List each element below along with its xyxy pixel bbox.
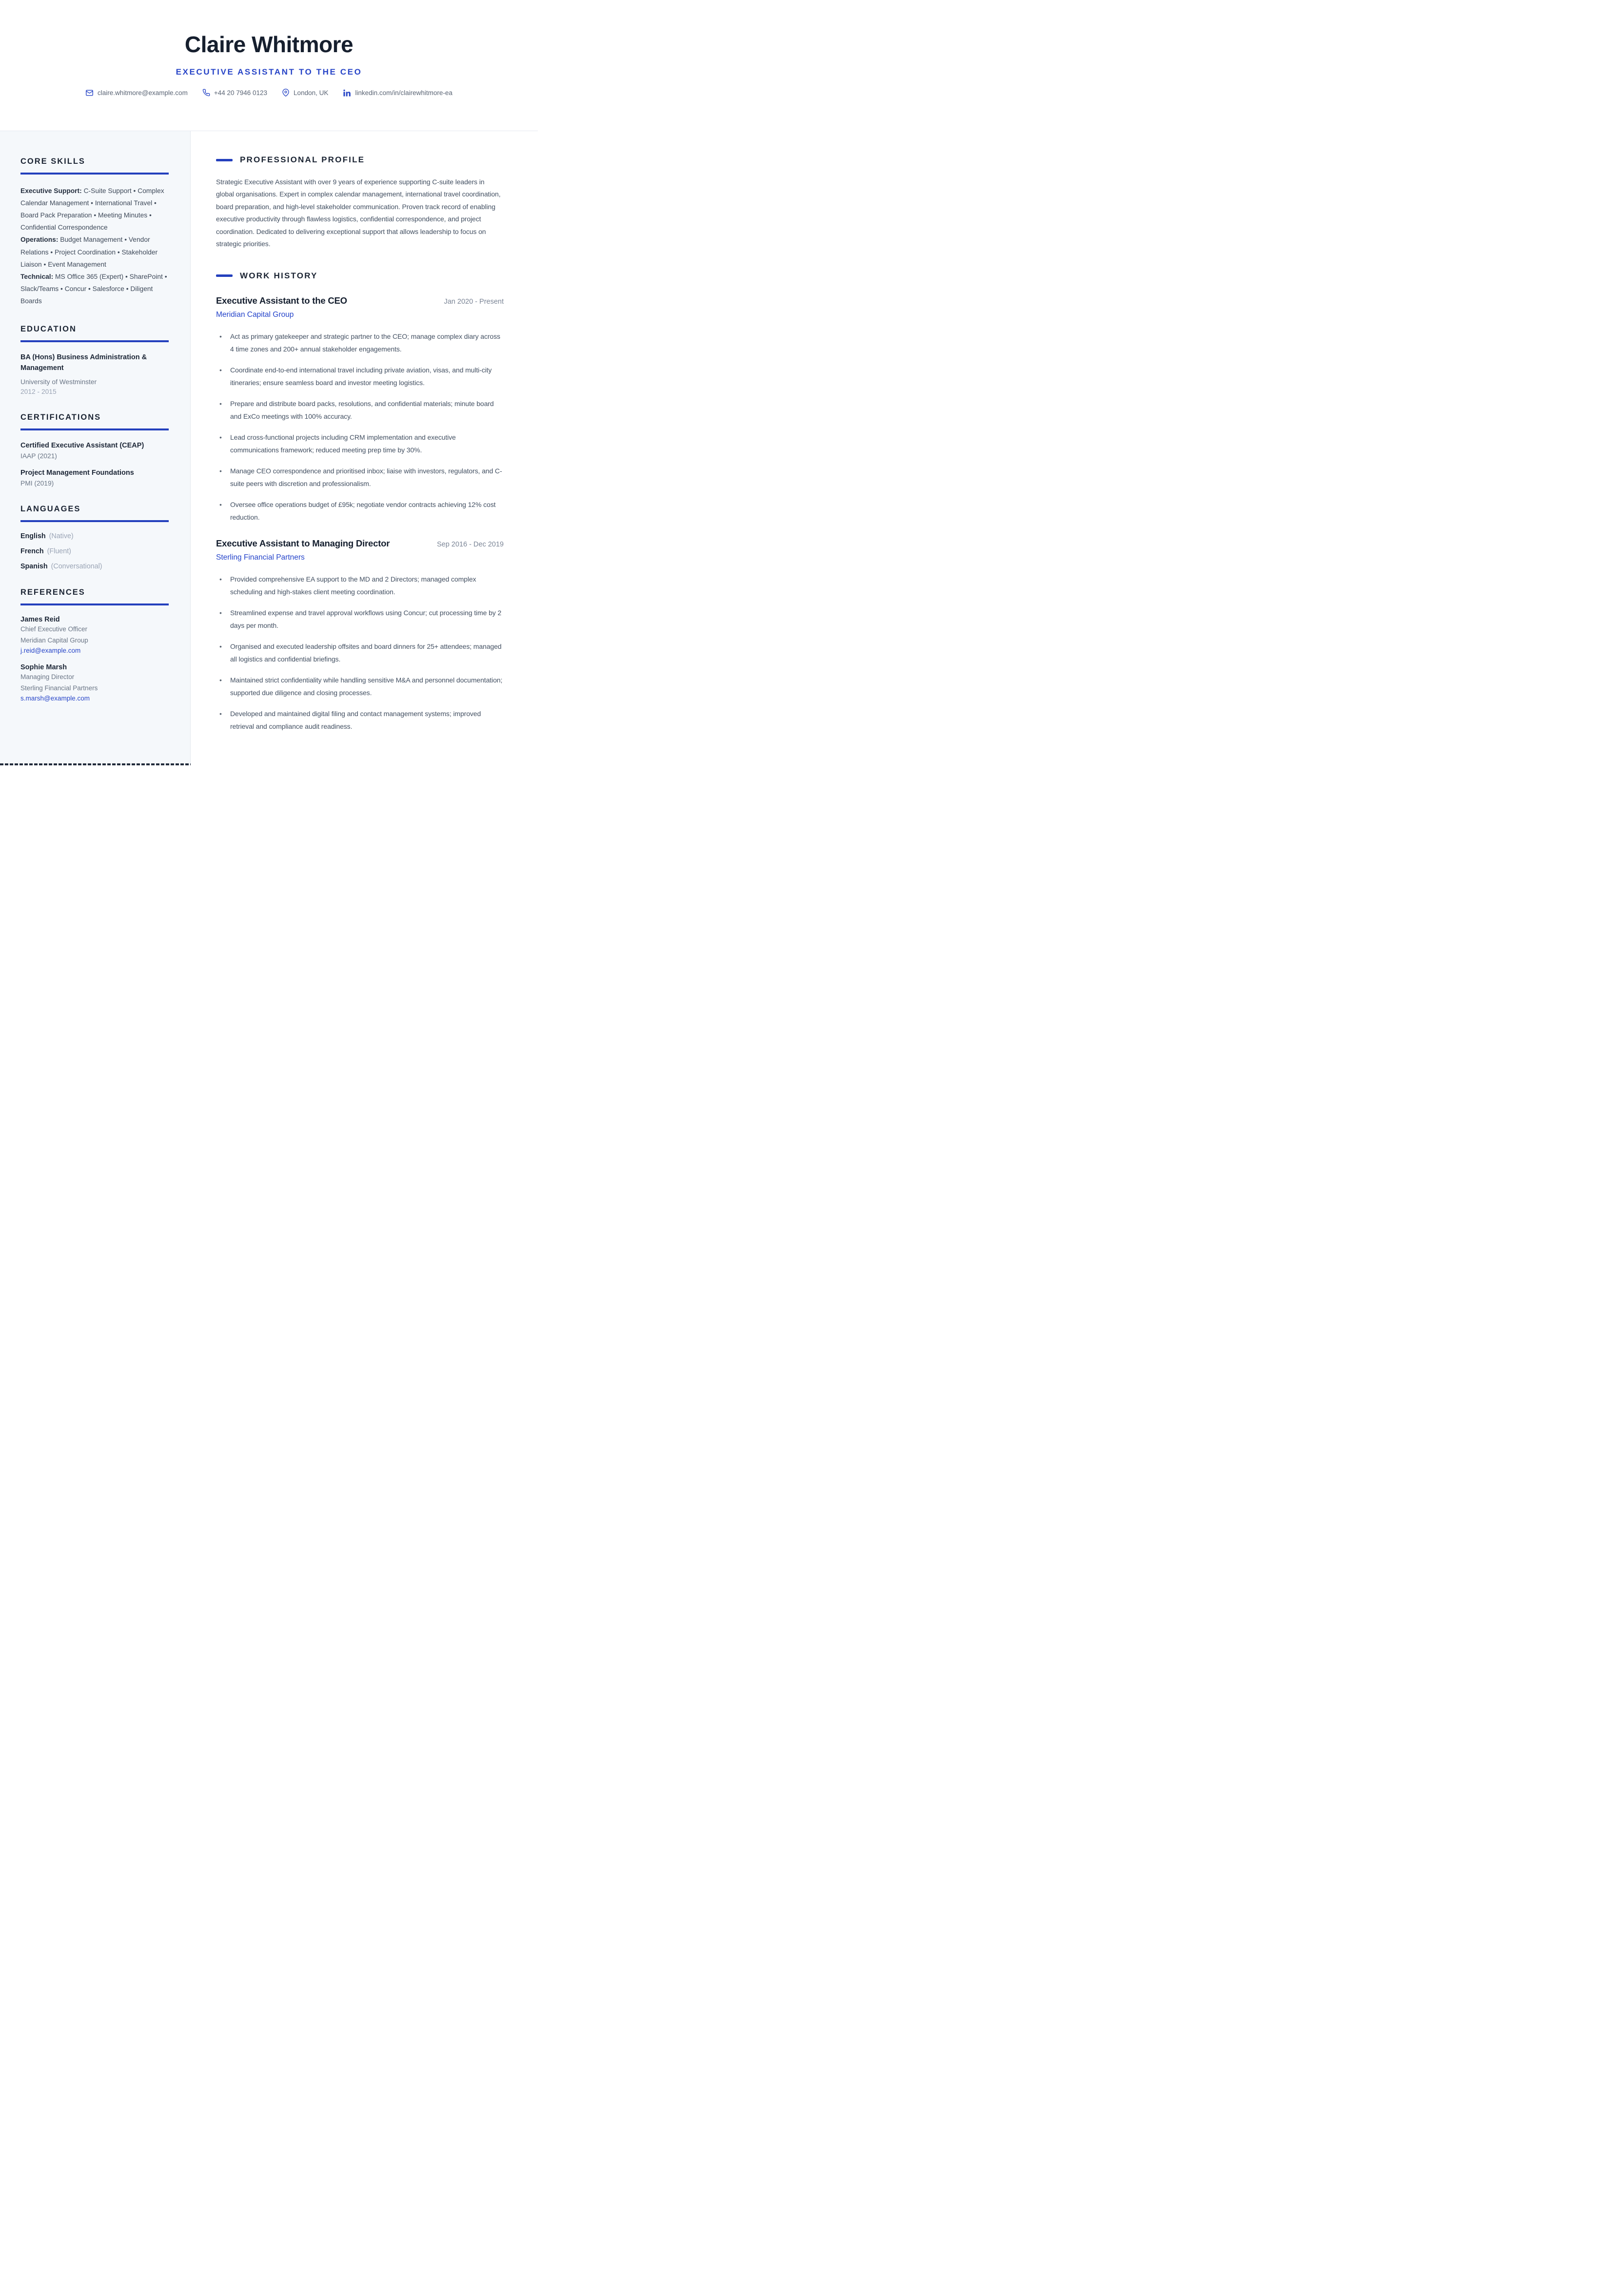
section-education <box>20 325 169 395</box>
work-history-heading: WORK HISTORY <box>240 271 318 280</box>
language-level: (Native) <box>49 532 74 541</box>
job-title-row <box>216 295 504 306</box>
skill-group-label: Executive Support: <box>20 187 82 195</box>
reference-name: Sophie Marsh <box>20 663 67 672</box>
reference-role: Chief Executive Officer <box>20 625 88 633</box>
job-bullet: • Coordinate end-to-end international travel including private aviation, visas, and multi-city itineraries; ensure seamless board and investor meeting logistics. <box>216 364 504 389</box>
job-bullet: • Developed and maintained digital filing and contact management systems; improved retrieval and compliance audit readiness. <box>216 707 504 733</box>
language-row <box>20 563 169 570</box>
certification-item <box>20 468 169 487</box>
reference-name: James Reid <box>20 616 60 624</box>
job-title: Executive Assistant to the CEO <box>216 295 347 306</box>
section-core-skills <box>20 157 169 307</box>
section-professional-profile <box>216 155 504 251</box>
job-bullet: • Act as primary gatekeeper and strategic partner to the CEO; manage complex diary across 4 time zones and 200+ annual stakeholder engagements. <box>216 330 504 355</box>
certification-detail: PMI (2019) <box>20 480 54 487</box>
section-references <box>20 588 169 702</box>
section-divider <box>20 603 169 605</box>
job-bullet: • Organised and executed leadership offsites and board dinners for 25+ attendees; managed all logistics and confidential briefings. <box>216 640 504 665</box>
header <box>0 0 538 131</box>
section-divider <box>20 173 169 175</box>
reference-company: Meridian Capital Group <box>20 637 88 644</box>
job-company: Sterling Financial Partners <box>216 553 305 562</box>
reference-role: Managing Director <box>20 673 75 681</box>
skill-group-text: C-Suite Support • Complex Calendar Management • International Travel • Board Pack Preparation • Meeting Minutes • Confidential Correspondence <box>20 187 164 232</box>
job-entry <box>216 538 504 733</box>
profile-text: Strategic Executive Assistant with over 9 years of experience supporting C-suite leaders in global organisations. Expert in complex calendar management, international travel coordination, board preparation, and high-level stakeholder communication. Proven track record of enabling executive productivity through flawless logistics, confidential correspondence, and project coordination. Dedicated to delivering exceptional support that allows leadership to focus on strategic priorities. <box>216 178 501 248</box>
body-columns <box>0 131 538 765</box>
language-name: Spanish <box>20 563 48 571</box>
contact-phone-text: +44 20 7946 0123 <box>214 89 268 97</box>
section-work-history <box>216 271 504 733</box>
certifications-heading: CERTIFICATIONS <box>20 413 101 422</box>
job-bullet: • Maintained strict confidentiality while handling sensitive M&A and personnel documentation; supported due diligence and closing processes. <box>216 674 504 699</box>
contact-row <box>0 89 538 97</box>
sidebar-bottom-edge <box>0 763 191 765</box>
resume-page <box>0 0 538 765</box>
education-dates: 2012 - 2015 <box>20 388 57 396</box>
skill-group-text: Budget Management • Vendor Relations • Project Coordination • Stakeholder Liaison • Event Management <box>20 236 158 268</box>
language-name: French <box>20 547 44 556</box>
contact-item-email[interactable] <box>85 89 188 97</box>
references-heading: REFERENCES <box>20 588 85 597</box>
reference-item <box>20 663 169 702</box>
education-degree: BA (Hons) Business Administration & Management <box>20 353 147 372</box>
section-divider <box>20 520 169 522</box>
job-title: Executive Assistant to Managing Director <box>216 538 390 549</box>
language-level: (Conversational) <box>51 563 102 571</box>
language-level: (Fluent) <box>47 547 71 556</box>
job-bullet: • Prepare and distribute board packs, resolutions, and confidential materials; minute board and ExCo meetings with 100% accuracy. <box>216 397 504 423</box>
job-bullet: • Streamlined expense and travel approval workflows using Concur; cut processing time by 2 days per month. <box>216 606 504 632</box>
skill-group-label: Technical: <box>20 272 54 280</box>
job-entry <box>216 295 504 524</box>
job-company: Meridian Capital Group <box>216 310 294 319</box>
job-bullet: • Oversee office operations budget of £95k; negotiate vendor contracts achieving 12% cost reduction. <box>216 498 504 524</box>
certification-name: Project Management Foundations <box>20 469 134 477</box>
skill-group-technical <box>20 271 169 307</box>
core-skills-heading: CORE SKILLS <box>20 157 85 166</box>
job-title-row <box>216 538 504 549</box>
reference-email-link[interactable]: j.reid@example.com <box>20 647 81 655</box>
heading-dash <box>216 274 233 277</box>
skill-group-label: Operations: <box>20 236 59 244</box>
job-bullet-list <box>216 330 504 524</box>
job-bullet: • Lead cross-functional projects including CRM implementation and executive communications framework; reduced meeting prep time by 30%. <box>216 431 504 456</box>
section-languages <box>20 505 169 570</box>
reference-email-link[interactable]: s.marsh@example.com <box>20 695 90 702</box>
contact-location-text: London, UK <box>294 89 329 97</box>
section-divider <box>20 340 169 342</box>
language-row <box>20 547 169 555</box>
contact-item-linkedin[interactable] <box>343 89 453 97</box>
phone-icon <box>202 89 210 97</box>
reference-company: Sterling Financial Partners <box>20 684 98 692</box>
person-name: Claire Whitmore <box>184 32 354 57</box>
profile-heading: PROFESSIONAL PROFILE <box>240 155 365 164</box>
section-divider <box>20 428 169 430</box>
linkedin-icon <box>343 89 351 97</box>
certification-detail: IAAP (2021) <box>20 452 57 460</box>
contact-linkedin-text: linkedin.com/in/clairewhitmore-ea <box>355 89 453 97</box>
skill-group-executive-support <box>20 185 169 233</box>
contact-item-location[interactable] <box>282 89 328 97</box>
skill-group-text: MS Office 365 (Expert) • SharePoint • Slack/Teams • Concur • Salesforce • Diligent Boards <box>20 272 167 305</box>
job-bullet: • Manage CEO correspondence and prioritised inbox; liaise with investors, regulators, and C-suite peers with discretion and professionalism. <box>216 465 504 490</box>
mail-icon <box>85 89 94 97</box>
sidebar <box>0 131 191 765</box>
language-row <box>20 532 169 540</box>
section-certifications <box>20 413 169 487</box>
contact-item-phone[interactable] <box>202 89 267 97</box>
certification-name: Certified Executive Assistant (CEAP) <box>20 442 144 450</box>
heading-dash <box>216 159 233 161</box>
location-icon <box>282 89 290 97</box>
education-school: University of Westminster <box>20 378 97 386</box>
contact-email-text: claire.whitmore@example.com <box>98 89 188 97</box>
certification-item <box>20 441 169 460</box>
job-dates: Sep 2016 - Dec 2019 <box>436 541 504 549</box>
work-history-heading-row <box>216 271 504 281</box>
job-bullet: • Provided comprehensive EA support to the MD and 2 Directors; managed complex scheduling and high-stakes client meeting coordination. <box>216 573 504 598</box>
main-column <box>191 131 538 765</box>
reference-item <box>20 616 169 654</box>
skill-group-operations <box>20 233 169 270</box>
person-title: EXECUTIVE ASSISTANT TO THE CEO <box>176 67 362 77</box>
education-heading: EDUCATION <box>20 325 77 334</box>
profile-heading-row <box>216 155 504 165</box>
languages-heading: LANGUAGES <box>20 505 81 514</box>
language-name: English <box>20 532 46 541</box>
job-bullet-list <box>216 573 504 733</box>
job-dates: Jan 2020 - Present <box>444 297 504 306</box>
